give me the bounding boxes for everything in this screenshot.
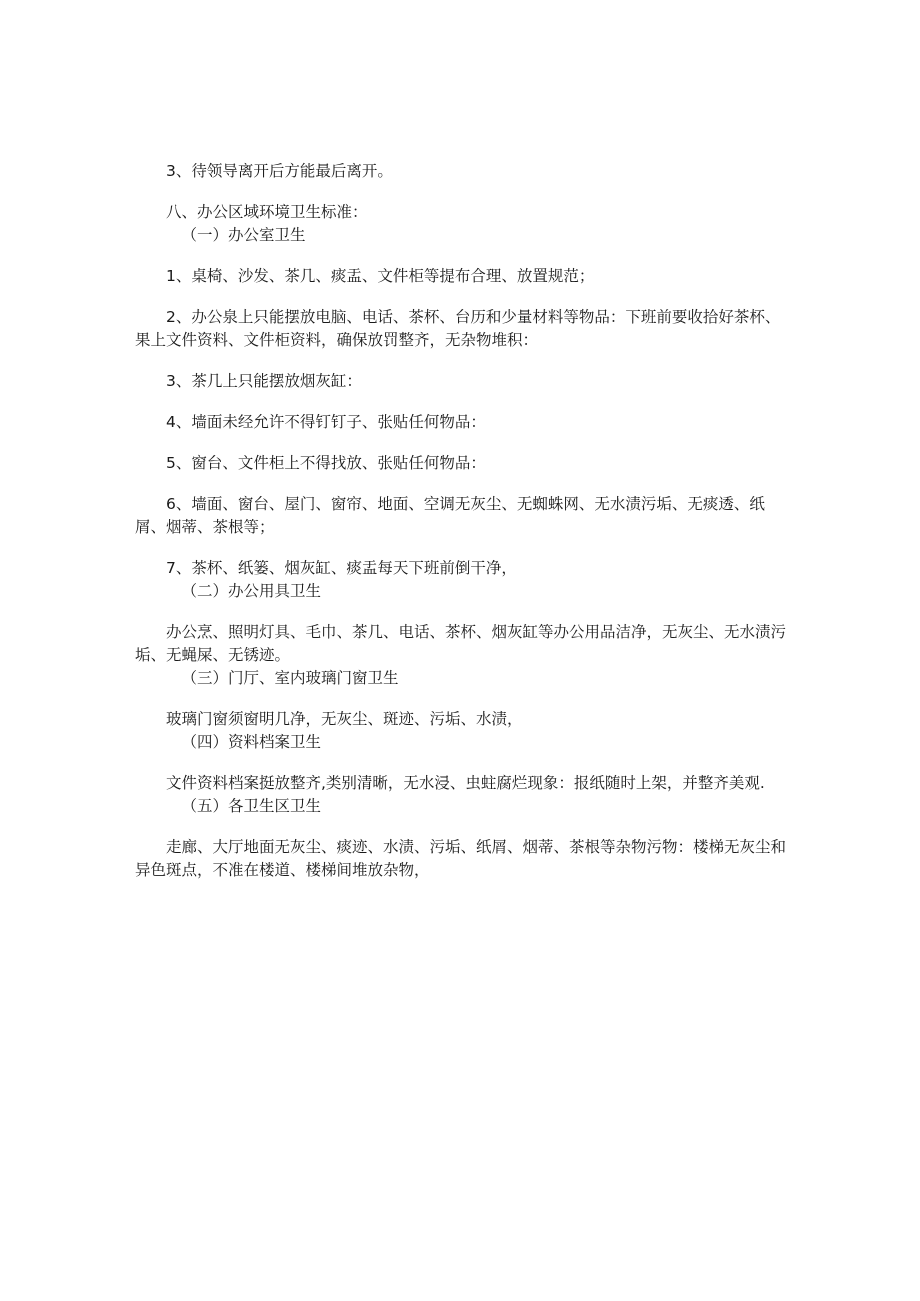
paragraph-leave-order: 3、待领导离开后方能最后离开。 [166, 162, 393, 180]
paragraph-hygiene-areas: 走廊、大厅地面无灰尘、痰迹、水渍、污垢、纸屑、烟蒂、茶根等杂物污物：楼梯无灰尘和异色斑点，不准在楼道、楼梯间堆放杂物， [135, 838, 787, 879]
section-heading-hygiene-standards: 八、办公区域环境卫生标准： [166, 203, 368, 221]
subheading-archives: （四）资料档案卫生 [181, 733, 322, 751]
list-item-2: 2、办公泉上只能摆放电脑、电话、茶杯、台历和少量材料等物品：下班前要收拾好茶杯、果上文件资料、文件柜资料，确保放罚整齐，无杂物堆积： [135, 308, 781, 349]
paragraph-office-supplies: 办公烹、照明灯具、毛巾、茶几、电话、茶杯、烟灰缸等办公用品洁净，无灰尘、无水渍污垢、无蝇屎、无锈迹。 [135, 623, 787, 664]
subheading-glass-doors: （三）门厅、室内玻璃门窗卫生 [181, 669, 399, 687]
list-item-3: 3、茶几上只能摆放烟灰缸： [166, 372, 362, 390]
subheading-office-supplies: （二）办公用具卫生 [181, 582, 322, 600]
list-item-6: 6、墙面、窗台、屋门、窗帘、地面、空调无灰尘、无蜘蛛网、无水渍污垢、无痰透、纸屑、烟蒂、茶根等； [135, 495, 765, 536]
list-item-4: 4、墙面未经允许不得钉钉子、张贴任何物品： [166, 413, 486, 431]
paragraph-archives: 文件资料档案挺放整齐,类别清晰，无水浸、虫蛀腐烂现象：报纸随时上架，并整齐美观. [166, 774, 765, 792]
paragraph-glass-doors: 玻璃门窗须窗明几净，无灰尘、斑迹、污垢、水渍， [166, 710, 523, 728]
list-item-1: 1、桌椅、沙发、茶几、痰盂、文件柜等提布合理、放置规范； [166, 267, 595, 285]
list-item-7: 7、茶杯、纸篓、烟灰缸、痰盂每天下班前倒干净， [166, 559, 517, 577]
list-item-5: 5、窗台、文件柜上不得找放、张贴任何物品： [166, 454, 486, 472]
subheading-office-hygiene: （一）办公室卫生 [181, 226, 306, 244]
subheading-hygiene-areas: （五）各卫生区卫生 [181, 797, 322, 815]
document-body [135, 160, 790, 882]
